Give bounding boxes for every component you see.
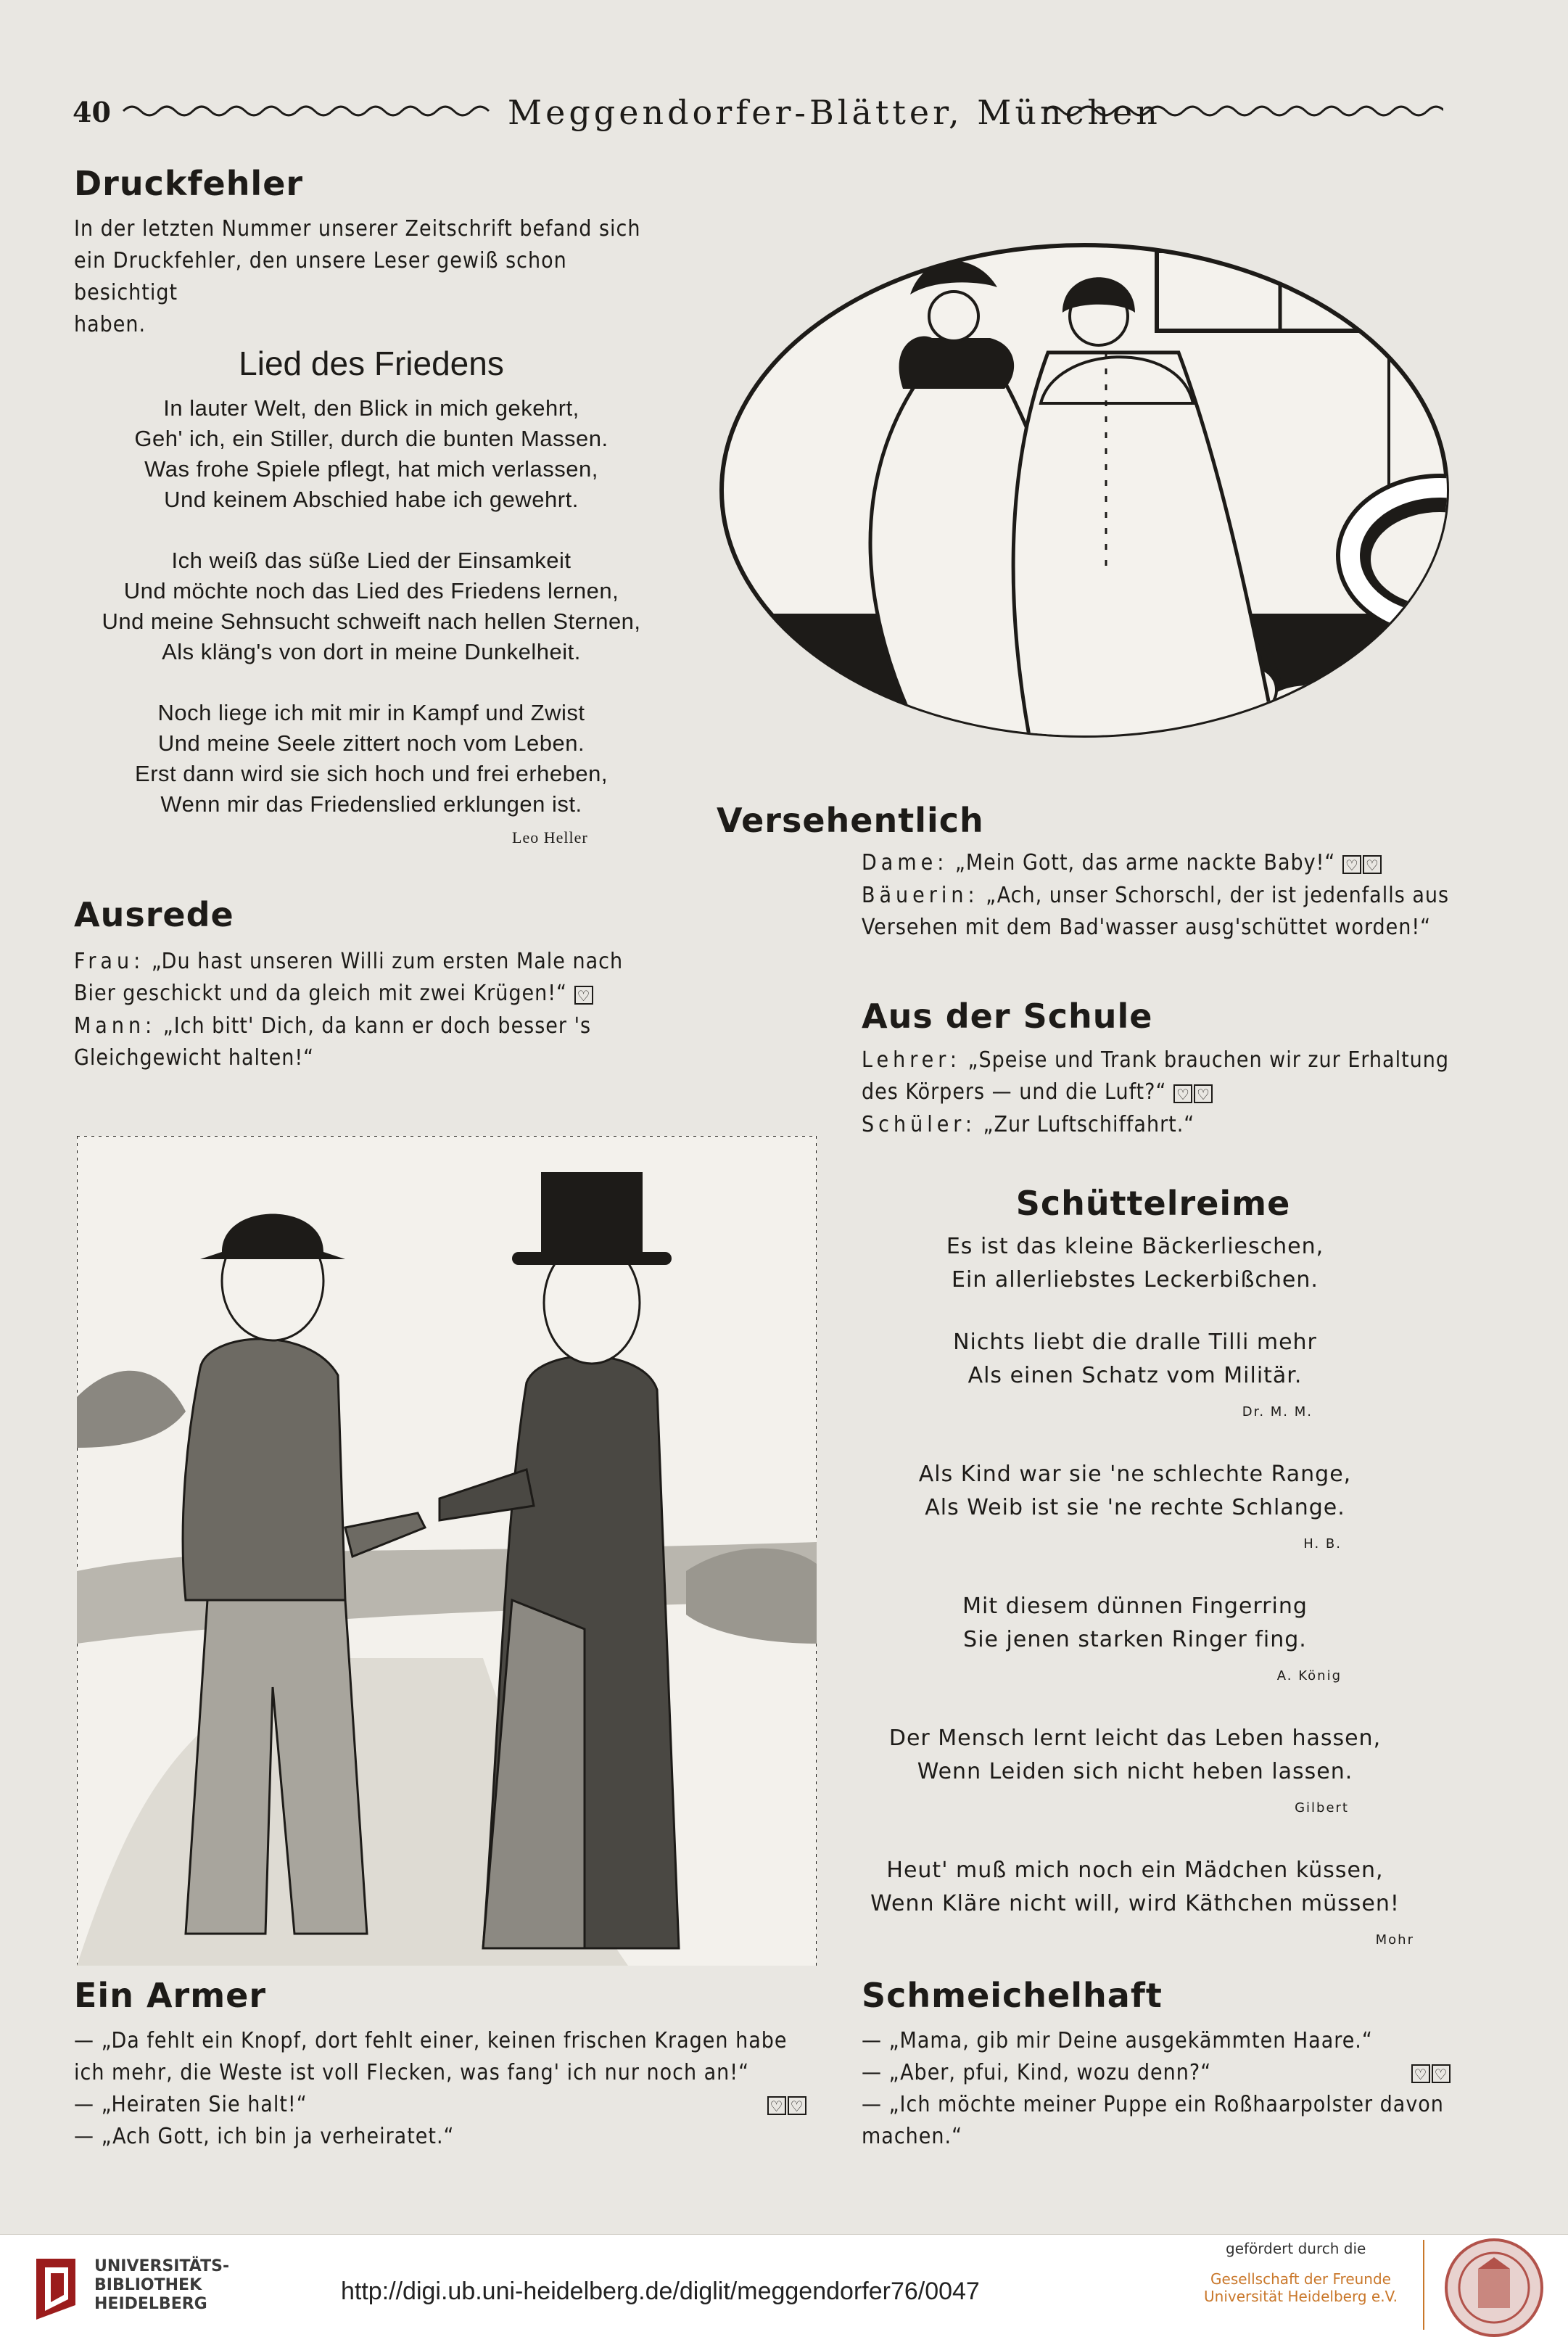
speaker-label: Schüler: — [862, 1111, 976, 1137]
armer-line: — „Ach Gott, ich bin ja verheiratet.“ — [74, 2124, 455, 2149]
hearts-icon: ♡ — [573, 978, 593, 1010]
armer-line-with-icon — [74, 2089, 806, 2121]
schmeichelhaft-title: Schmeichelhaft — [862, 1976, 1163, 2015]
rhyme-author: H. B. — [1303, 1536, 1342, 1551]
library-name — [94, 2257, 229, 2314]
poem-line: Geh' ich, ein Stiller, durch die bunten Massen. — [134, 426, 608, 451]
versehentlich-dialogue-2 — [862, 880, 1451, 944]
library-name-line: UNIVERSITÄTS- — [94, 2257, 230, 2275]
footer-divider — [1423, 2240, 1424, 2330]
poem-line: Als kläng's von dort in meine Dunkelheit. — [162, 639, 581, 664]
rhyme-line: Sie jenen starken Ringer fing. — [963, 1627, 1307, 1652]
poem-line: Ich weiß das süße Lied der Einsamkeit — [171, 548, 572, 573]
hearts-icon: ♡ ♡ — [1172, 1077, 1213, 1109]
rhyme-line: Als Kind war sie 'ne schlechte Range, — [918, 1462, 1352, 1487]
poem-body — [74, 393, 669, 850]
ausrede-title: Ausrede — [74, 895, 234, 934]
aus-der-schule-text — [862, 1044, 1451, 1141]
poem-line: Was frohe Spiele pflegt, hat mich verlassen, — [144, 456, 598, 482]
rhyme-line: Heut' muß mich noch ein Mädchen küssen, — [886, 1858, 1384, 1883]
dialogue-line: „Speise und Trank brauchen wir zur Erhaltung des Körpers — und die Luft?“ — [862, 1047, 1450, 1105]
schmeichel-line: — „Aber, pfui, Kind, wozu denn?“ — [862, 2060, 1212, 2085]
rhyme-line: Nichts liebt die dralle Tilli mehr — [953, 1330, 1317, 1355]
schmeichel-line: — „Mama, gib mir Deine ausgekämmten Haare.“ — [862, 2028, 1373, 2053]
ausrede-dialogue-2 — [74, 1010, 669, 1074]
sponsor-name — [1204, 2270, 1398, 2305]
rhyme-line: Wenn Leiden sich nicht heben lassen. — [917, 1759, 1353, 1784]
schmeichelhaft-text — [862, 2025, 1451, 2153]
dialogue-line: „Ich bitt' Dich, da kann er doch besser 's Gleichgewicht halten!“ — [74, 1013, 592, 1071]
dialogue-line: „Mein Gott, das arme nackte Baby!“ — [954, 850, 1336, 875]
aus-der-schule-title: Aus der Schule — [862, 997, 1153, 1036]
speaker-label: Frau: — [74, 949, 145, 974]
poem-stanza — [74, 393, 669, 515]
rhyme-line: Wenn Kläre nicht will, wird Käthchen müssen! — [870, 1891, 1400, 1916]
library-logo-icon — [29, 2254, 83, 2324]
speaker-label: Lehrer: — [862, 1047, 961, 1073]
library-name-line: HEIDELBERG — [94, 2295, 207, 2313]
poem-line: Wenn mir das Friedenslied erklungen ist. — [160, 791, 582, 817]
rhyme-item — [856, 1722, 1414, 1825]
rhyme-item — [856, 1458, 1414, 1561]
rhyme-line: Mit diesem dünnen Fingerring — [962, 1594, 1308, 1619]
poem-title: Lied des Friedens — [239, 345, 504, 382]
dialogue-line: „Zur Luftschiffahrt.“ — [983, 1111, 1195, 1137]
druckfehler-text — [74, 213, 669, 341]
speaker-label: Bäuerin: — [862, 882, 979, 908]
schuettelreime-title: Schüttelreime — [1015, 1184, 1291, 1223]
rhyme-line: Als Weib ist sie 'ne rechte Schlange. — [925, 1495, 1345, 1520]
poem-line: In lauter Welt, den Blick in mich gekehrt, — [163, 395, 579, 421]
rhyme-author: A. König — [1276, 1668, 1342, 1683]
library-name-line: BIBLIOTHEK — [94, 2276, 202, 2294]
schmeichel-line-with-icon — [862, 2057, 1451, 2089]
druckfehler-line: In der letzten Nummer unserer Zeitschrift befand sich — [74, 216, 641, 242]
hearts-icon: ♡ ♡ — [766, 2089, 806, 2121]
university-seal-icon — [1443, 2237, 1545, 2338]
sponsor-intro: gefördert durch die — [1226, 2240, 1366, 2257]
rhyme-author: Mohr — [1375, 1932, 1414, 1948]
rhyme-author: Gilbert — [1295, 1800, 1349, 1816]
poem-line: Und keinem Abschied habe ich gewehrt. — [164, 487, 579, 512]
sponsor-name-line: Gesellschaft der Freunde — [1210, 2270, 1391, 2288]
schmeichel-line: — „Ich möchte meiner Puppe ein Roßhaarpolster davon machen.“ — [862, 2092, 1444, 2149]
ein-armer-title: Ein Armer — [74, 1976, 267, 2015]
oval-illustration — [714, 164, 1454, 759]
schule-dialogue-1 — [862, 1044, 1451, 1109]
poem-stanza — [74, 698, 669, 820]
rhyme-line: Es ist das kleine Bäckerlieschen, — [946, 1234, 1324, 1259]
hearts-icon: ♡ ♡ — [1410, 2057, 1451, 2089]
rhyme-line: Ein allerliebstes Leckerbißchen. — [952, 1267, 1319, 1293]
armer-line: — „Heiraten Sie halt!“ — [74, 2092, 308, 2117]
poem-line: Noch liege ich mit mir in Kampf und Zwist — [157, 700, 585, 725]
poem-line: Und möchte noch das Lied des Friedens lernen, — [123, 578, 619, 603]
versehentlich-title: Versehentlich — [717, 801, 984, 840]
druckfehler-line: haben. — [74, 312, 147, 337]
sponsor-name-line: Universität Heidelberg e.V. — [1204, 2288, 1398, 2305]
rhyme-item — [856, 1230, 1414, 1297]
druckfehler-title: Druckfehler — [74, 164, 304, 203]
druckfehler-line: ein Druckfehler, den unsere Leser gewiß schon besichtigt — [74, 248, 567, 305]
rhyme-item — [856, 1854, 1414, 1957]
armer-line: — „Da fehlt ein Knopf, dort fehlt einer, keinen frischen Kragen habe ich mehr, die Weste ist voll Flecken, was fang' ich nur noch an!“ — [74, 2028, 788, 2085]
page-number: 40 — [73, 96, 111, 128]
header-ornament-left — [116, 102, 493, 120]
poem-stanza — [74, 545, 669, 667]
speaker-label: Mann: — [74, 1013, 157, 1039]
permalink-url[interactable]: http://digi.ub.uni-heidelberg.de/diglit/meggendorfer76/0047 — [341, 2278, 980, 2305]
rhyme-author: Dr. M. M. — [1242, 1404, 1313, 1419]
schuettelreime-list — [856, 1230, 1414, 1960]
ausrede-text — [74, 946, 669, 1074]
dialogue-line: „Ach, unser Schorschl, der ist jedenfalls aus Versehen mit dem Bad'wasser ausg'schüttet worden!“ — [862, 882, 1450, 940]
hearts-icon: ♡ ♡ — [1341, 848, 1382, 880]
ausrede-dialogue-1 — [74, 946, 669, 1010]
ein-armer-text — [74, 2025, 806, 2153]
rhyme-line: Als einen Schatz vom Militär. — [967, 1363, 1303, 1388]
speaker-label: Dame: — [862, 850, 949, 875]
dialogue-line: „Du hast unseren Willi zum ersten Male nach Bier geschickt und da gleich mit zwei Krügen!“ — [74, 949, 624, 1006]
two-men-illustration — [77, 1136, 817, 1966]
poem-line: Und meine Sehnsucht schweift nach hellen Sternen, — [102, 609, 641, 634]
versehentlich-text — [862, 847, 1451, 944]
rhyme-item — [856, 1590, 1414, 1693]
poem-author: Leo Heller — [512, 828, 588, 846]
poem-line: Und meine Seele zittert noch vom Leben. — [157, 730, 585, 756]
versehentlich-dialogue-1 — [862, 847, 1451, 880]
poem-line: Erst dann wird sie sich hoch und frei erheben, — [135, 761, 608, 786]
rhyme-item — [856, 1326, 1414, 1429]
schule-dialogue-2 — [862, 1109, 1451, 1141]
running-title: Meggendorfer-Blätter, München — [508, 93, 1161, 132]
rhyme-line: Der Mensch lernt leicht das Leben hassen, — [888, 1726, 1382, 1751]
header-ornament-right — [1037, 102, 1443, 120]
